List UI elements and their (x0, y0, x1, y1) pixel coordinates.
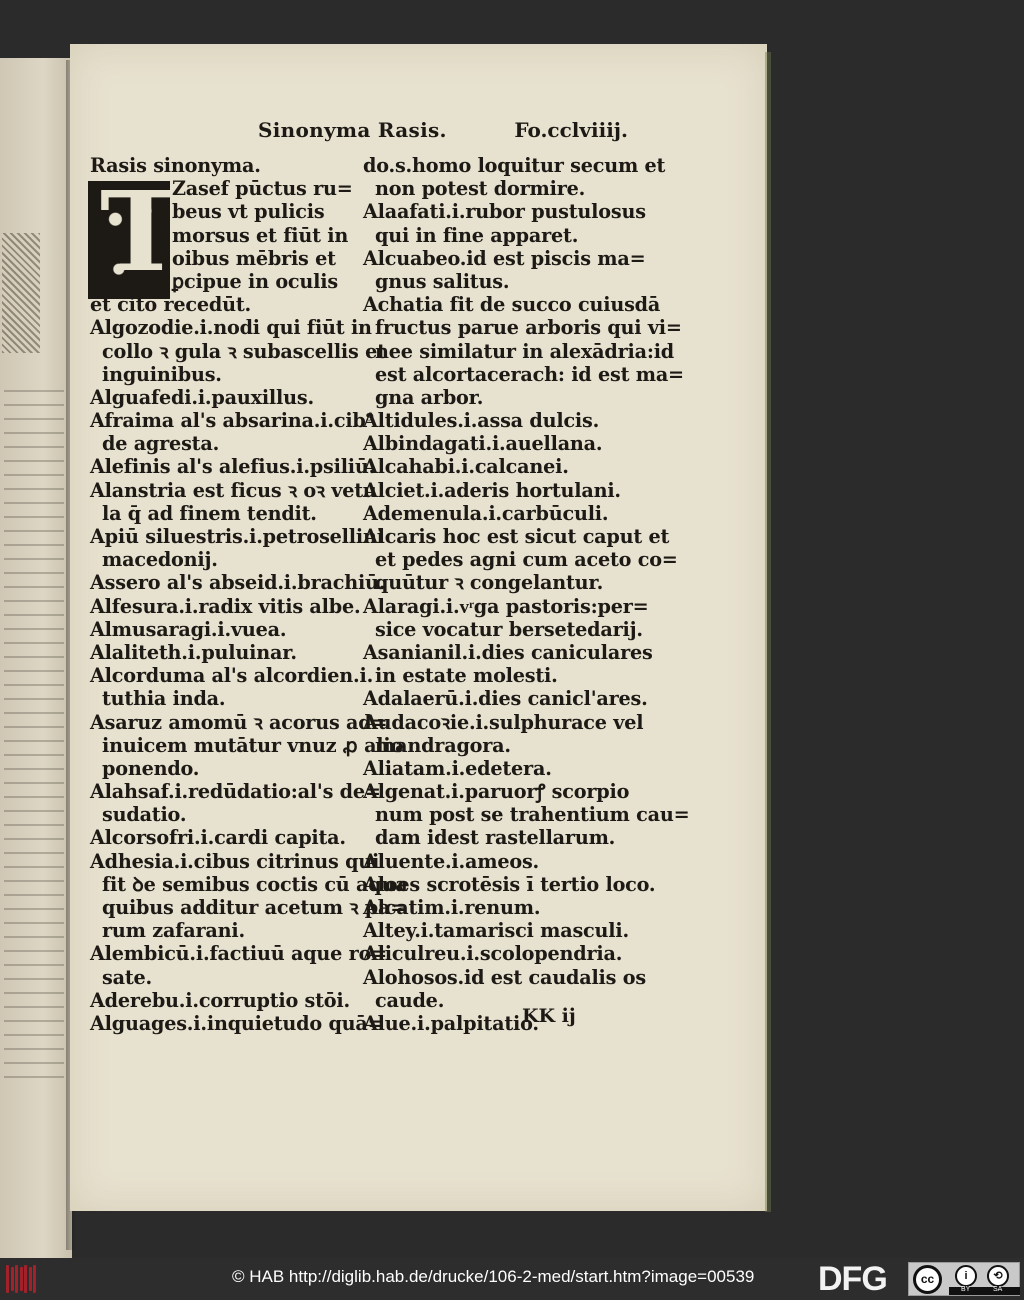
hab-logo-bar (15, 1265, 18, 1293)
col-left-line: collo ꝛ gula ꝛ subascellis et (102, 339, 386, 363)
col-left-line: Assero al's abseid.i.brachiū. (90, 571, 386, 595)
right-text-column (363, 154, 690, 1035)
sa-icon: ⟲ (987, 1265, 1009, 1287)
gathering-signature: KK ij (522, 1005, 576, 1027)
hab-logo-bar (24, 1265, 27, 1293)
folio-number: Fo.cclviiij. (514, 118, 628, 142)
col-right-line: caude. (375, 988, 445, 1012)
initial-letter: T (100, 167, 182, 296)
col-left-line: la q̄ ad finem tendit. (102, 501, 317, 525)
col-left-line: sudatio. (102, 803, 187, 827)
col-left-line: oibus mēbris et (172, 246, 336, 270)
col-left-line: morsus et fiūt in (172, 223, 349, 247)
col-right-line: Alcatim.i.renum. (363, 896, 541, 919)
col-right-line: Albindagati.i.auellana. (363, 432, 603, 456)
col-right-line: gnus salitus. (375, 269, 510, 293)
col-left-line: Almusaragi.i.vuea. (90, 617, 287, 641)
col-right-line: Aliatam.i.edetera. (363, 756, 552, 780)
col-right-line: Alaragi.i.vͬga pastoris:per= (363, 594, 649, 618)
cc-icon: cc (913, 1265, 942, 1294)
col-left-line: quibus additur acetum ꝛ pa= (102, 896, 407, 919)
by-icon: i (955, 1265, 977, 1287)
col-left-line: sate. (102, 965, 152, 989)
col-left-line: Apiū siluestris.i.petrosellini (90, 525, 384, 548)
col-left-line: Alguages.i.inquietudo quā= (90, 1011, 384, 1035)
hab-logo-bar (20, 1267, 23, 1291)
col-right-line: Altey.i.tamarisci masculi. (363, 919, 629, 943)
col-right-line: Alue.i.palpitatio. (363, 1011, 539, 1035)
col-right-line: Aloes scrotēsis ī tertio loco. (363, 872, 656, 896)
hab-logo-bar (6, 1265, 9, 1293)
col-right-line: dam idest rastellarum. (375, 826, 616, 850)
previous-page-woodcut (2, 233, 40, 353)
col-right-line: Audacoꝛie.i.sulphurace vel (363, 710, 644, 734)
left-text-column (90, 154, 408, 1035)
running-title: Sinonyma Rasis. (258, 118, 447, 142)
by-label: BY (961, 1286, 971, 1293)
col-left-line: Alanstria est ficus ꝛ oꝛ vetu (90, 478, 377, 502)
sa-label: SA (993, 1286, 1003, 1293)
col-right-line: non potest dormire. (375, 177, 586, 201)
hab-logo-icon[interactable] (6, 1263, 40, 1295)
col-left-line: Alfesura.i.radix vitis albe. (90, 594, 361, 618)
col-right-line: Algenat.i.paruorꝭ scorpio (363, 780, 630, 804)
col-left-line: Alcorduma al's alcordien.i. (90, 664, 374, 688)
col-left-line: Alaliteth.i.puluinar. (90, 640, 297, 664)
col-right-line: sice vocatur bersetedarij. (375, 617, 643, 641)
col-right-line: num post se trahentium cau= (375, 803, 690, 827)
viewer-footer (0, 1258, 1024, 1300)
previous-page-text-traces (4, 378, 64, 1078)
col-right-line: Adalaerū.i.dies canicl'ares. (363, 687, 648, 711)
col-left-line: Alcorsofri.i.cardi capita. (90, 826, 346, 850)
col-right-line: Alcahabi.i.calcanei. (363, 455, 569, 479)
hab-logo-bar (33, 1265, 36, 1293)
col-left-line: inguinibus. (102, 362, 222, 386)
col-right-line: Alaafati.i.rubor pustulosus (363, 200, 646, 224)
col-right-line: Alcaris hoc est sicut caput et (363, 525, 670, 548)
col-left-line: et cito recedūt. (90, 293, 251, 317)
col-left-line: Zasef pūctus ru= (172, 177, 353, 201)
col-left-line: Rasis sinonyma. (90, 154, 261, 177)
col-left-line: macedonij. (102, 548, 218, 572)
col-left-line: rum zafarani. (102, 919, 245, 943)
hab-logo-bar (29, 1267, 32, 1291)
col-right-line: gna arbor. (375, 385, 484, 409)
cc-license-badge[interactable] (908, 1262, 1020, 1296)
col-right-line: Asanianil.i.dies caniculares (363, 640, 653, 664)
col-right-line: nee similatur in alexādria:id (375, 339, 675, 363)
running-head (258, 118, 628, 148)
col-left-line: ꝑcipue in oculis (172, 269, 338, 293)
col-right-line: do.s.homo loquitur secum et (363, 154, 666, 177)
col-left-line: Afraima al's absarina.i.cib⁹ (90, 409, 374, 433)
col-right-line: quūtur ꝛ congelantur. (375, 571, 604, 595)
col-left-line: tuthia inda. (102, 687, 226, 711)
col-right-line: Altidules.i.assa dulcis. (363, 409, 600, 433)
previous-page-edge (0, 58, 72, 1258)
col-right-line: in estate molesti. (375, 664, 558, 688)
col-left-line: Adhesia.i.cibus citrinus qui (90, 849, 380, 873)
license-strip (949, 1287, 1020, 1295)
col-left-line: ponendo. (102, 756, 200, 780)
col-right-line: qui in fine apparet. (375, 223, 579, 247)
col-right-line: Aliculreu.i.scolopendria. (363, 942, 623, 966)
col-right-line: et pedes agni cum aceto co= (375, 548, 678, 572)
col-right-line: Alciet.i.aderis hortulani. (363, 478, 621, 502)
col-right-line: fructus parue arboris qui vi= (375, 316, 682, 340)
col-right-line: Alohosos.id est caudalis os (363, 965, 646, 989)
page-edge (765, 52, 771, 1212)
col-left-line: de agresta. (102, 432, 220, 456)
col-left-line: fit ꝺe semibus coctis cū aqua (102, 872, 408, 896)
col-right-line: Ademenula.i.carbūculi. (363, 501, 609, 525)
col-right-line: Achatia fit de succo cuiusdā (363, 293, 661, 317)
col-left-line: Alguafedi.i.pauxillus. (90, 385, 314, 409)
col-left-line: Asaruz amomū ꝛ acorus ad= (90, 710, 388, 734)
col-left-line: Aderebu.i.corruptio stōi. (90, 988, 350, 1012)
hab-logo-bar (11, 1267, 14, 1291)
copyright-link[interactable]: © HAB http://diglib.hab.de/drucke/106-2-med/start.htm?image=00539 (232, 1267, 755, 1286)
col-left-line: Alahsaf.i.redūdatio:al's de= (90, 780, 381, 804)
col-left-line: inuicem mutātur vnuz ꝓ alio (102, 733, 404, 757)
col-left-line: Alembicū.i.factiuū aque ro= (90, 942, 388, 966)
col-right-line: mandragora. (375, 733, 511, 757)
col-left-line: Alefinis al's alefius.i.psiliū. (90, 455, 376, 479)
col-right-line: est alcortacerach: id est ma= (375, 362, 684, 386)
col-left-line: Algozodie.i.nodi qui fiūt in (90, 316, 372, 340)
dfg-logo[interactable]: DFG (818, 1260, 887, 1298)
col-right-line: Aluente.i.ameos. (363, 849, 540, 873)
col-left-line: beus vt pulicis (172, 200, 325, 224)
col-right-line: Alcuabeo.id est piscis ma= (363, 246, 646, 270)
